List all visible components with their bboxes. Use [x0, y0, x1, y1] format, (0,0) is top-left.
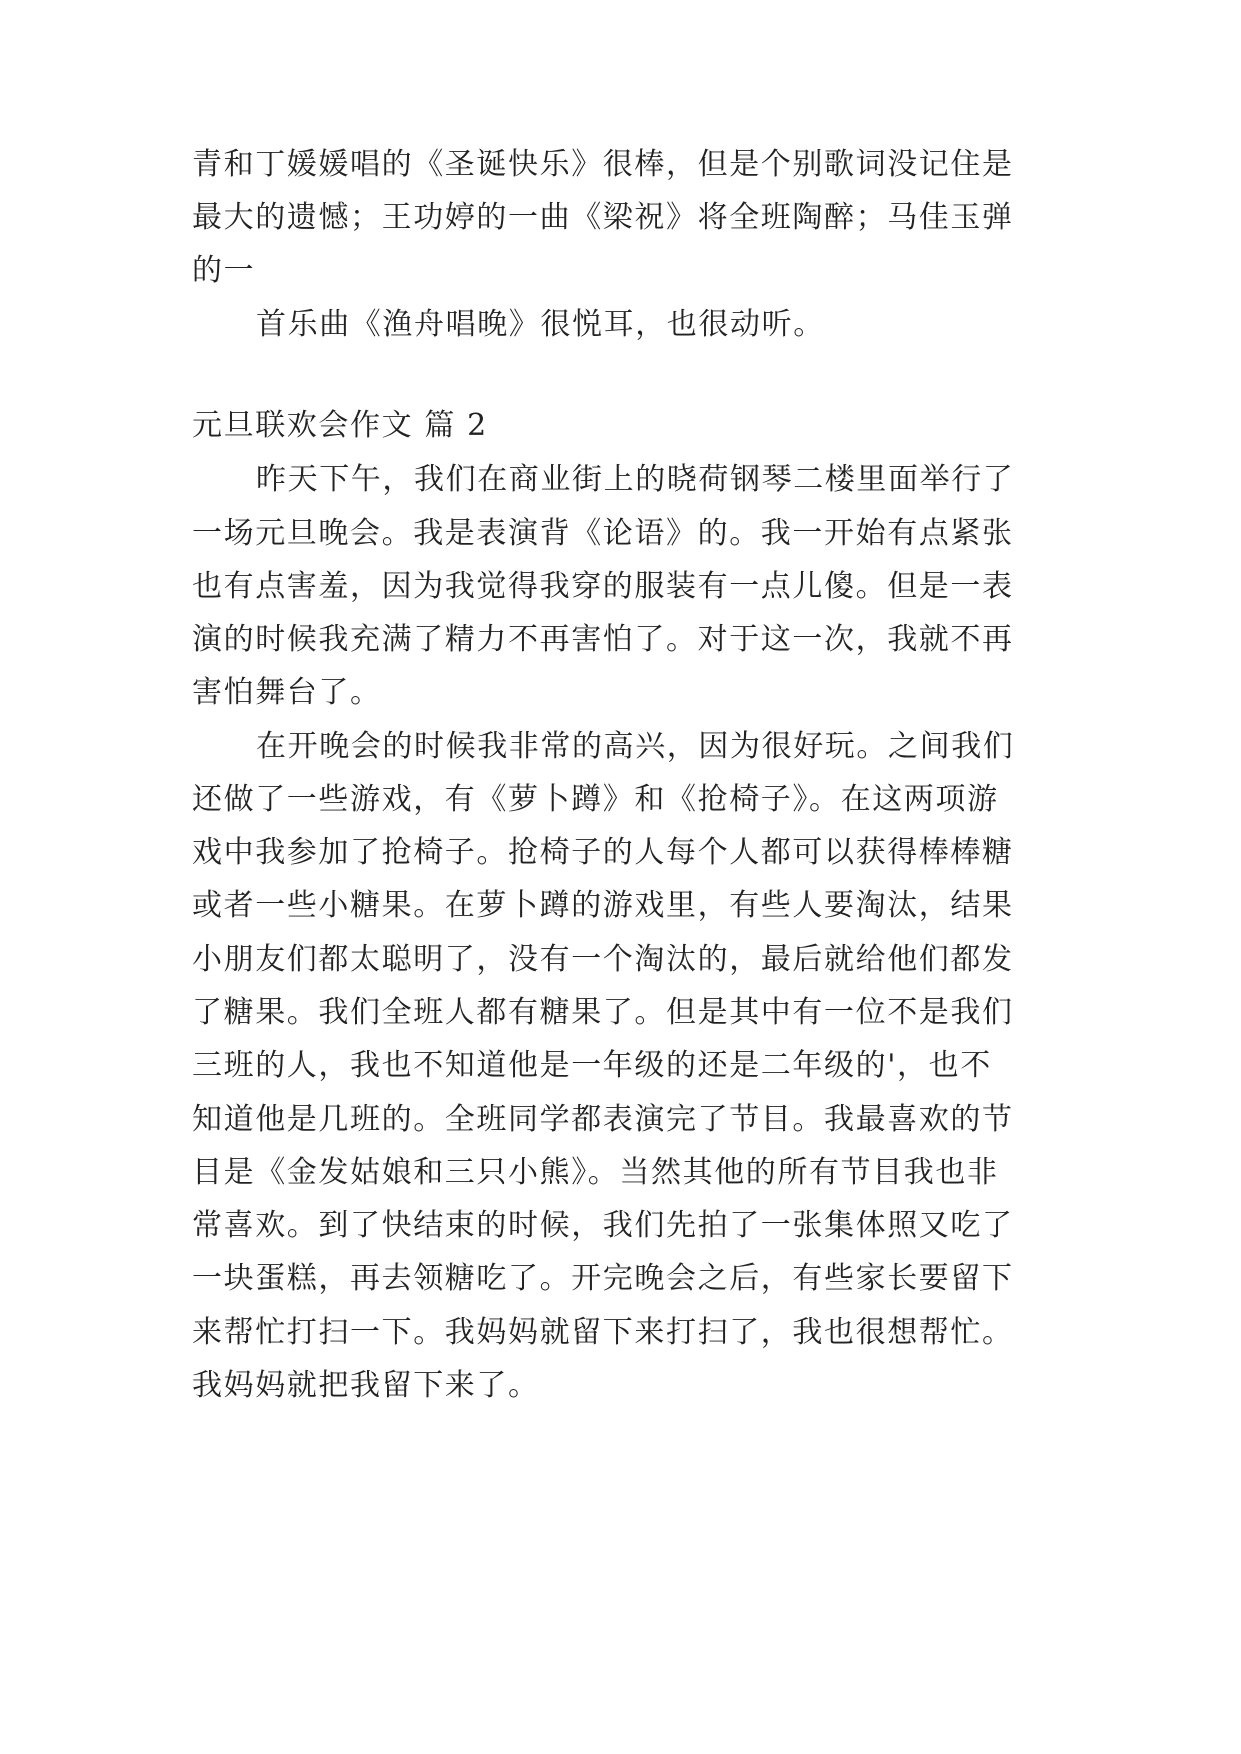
paragraph-line: 知道他是几班的。全班同学都表演完了节目。我最喜欢的节	[192, 1102, 1014, 1137]
paragraph-line: 也有点害羞，因为我觉得我穿的服装有一点儿傻。但是一表	[192, 569, 1014, 604]
paragraph-line: 来帮忙打扫一下。我妈妈就留下来打扫了，我也很想帮忙。	[192, 1315, 1014, 1350]
paragraph-line: 在开晚会的时候我非常的高兴，因为很好玩。之间我们	[256, 729, 1015, 764]
paragraph-line: 目是《金发姑娘和三只小熊》。当然其他的所有节目我也非	[192, 1155, 999, 1190]
paragraph-line: 小朋友们都太聪明了，没有一个淘汰的，最后就给他们都发	[192, 942, 1014, 977]
section-title: 元旦联欢会作文 篇 2	[192, 408, 488, 443]
paragraph-line: 害怕舞台了。	[192, 675, 382, 710]
paragraph-line: 一场元旦晚会。我是表演背《论语》的。我一开始有点紧张	[192, 516, 1014, 551]
paragraph-line: 演的时候我充满了精力不再害怕了。对于这一次，我就不再	[192, 622, 1014, 657]
paragraph-line: 我妈妈就把我留下来了。	[192, 1368, 540, 1403]
paragraph-line: 了糖果。我们全班人都有糖果了。但是其中有一位不是我们	[192, 995, 1014, 1030]
paragraph-line: 戏中我参加了抢椅子。抢椅子的人每个人都可以获得棒棒糖	[192, 835, 1014, 870]
continuation-line: 的一	[192, 253, 256, 288]
continuation-line: 最大的遗憾；王功婷的一曲《梁祝》将全班陶醉；马佳玉弹	[192, 200, 1014, 235]
paragraph-line: 常喜欢。到了快结束的时候，我们先拍了一张集体照又吃了	[192, 1208, 1014, 1243]
continuation-line: 首乐曲《渔舟唱晚》很悦耳，也很动听。	[256, 307, 825, 342]
paragraph-line: 还做了一些游戏，有《萝卜蹲》和《抢椅子》。在这两项游	[192, 782, 999, 817]
paragraph-line: 或者一些小糖果。在萝卜蹲的游戏里，有些人要淘汰，结果	[192, 888, 1014, 923]
paragraph-line: 三班的人，我也不知道他是一年级的还是二年级的'，也不	[192, 1048, 992, 1083]
continuation-line: 青和丁媛媛唱的《圣诞快乐》很棒，但是个别歌词没记住是	[192, 147, 1014, 182]
paragraph-line: 昨天下午，我们在商业街上的晓荷钢琴二楼里面举行了	[256, 462, 1015, 497]
paragraph-line: 一块蛋糕，再去领糖吃了。开完晚会之后，有些家长要留下	[192, 1261, 1014, 1296]
